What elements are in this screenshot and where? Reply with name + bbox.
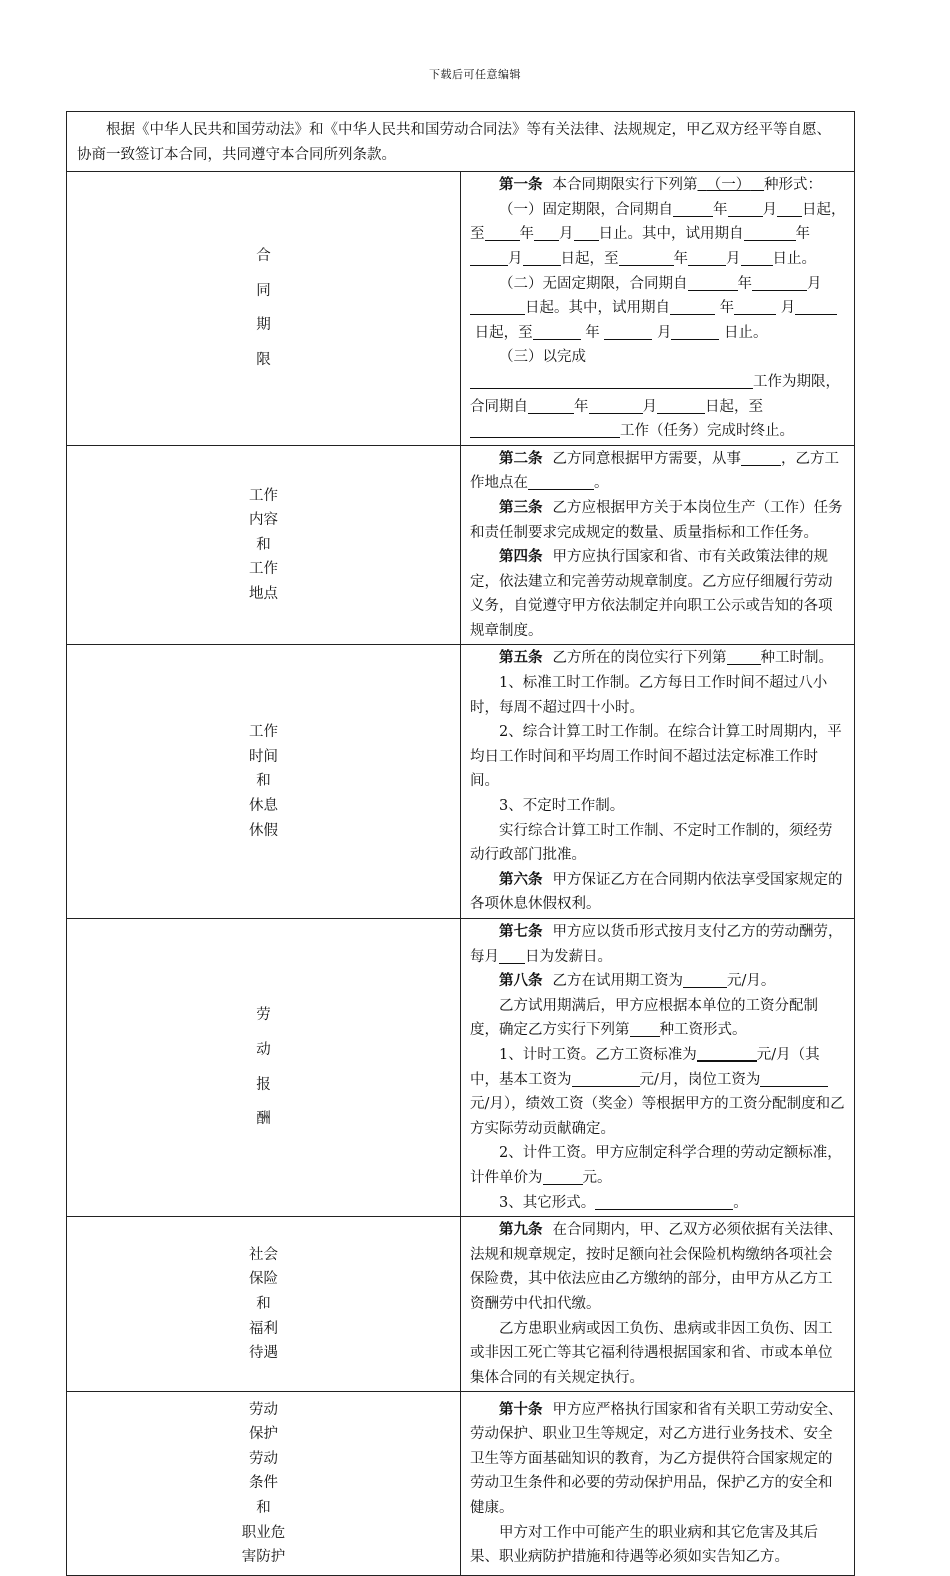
blank-field[interactable] [470,249,508,266]
option-text: 其中，试用期自 [642,226,744,243]
blank-field[interactable] [533,323,581,340]
blank-field[interactable] [523,249,561,266]
article-text: 乙方在试用期工资为 [552,973,683,990]
article-number: 第六条 [499,870,543,888]
protection-label [67,1392,461,1576]
protection-body [461,1392,855,1576]
label-line: 害防护 [241,1549,286,1566]
unit: 日起，至 [560,250,619,267]
unit: 日起，至 [470,201,846,243]
label-line: 劳动 [249,1401,278,1418]
article-number: 第四条 [499,548,543,566]
pay-time-wage [470,1043,846,1141]
article-4 [470,545,846,643]
article-number: 第一条 [499,176,543,194]
paragraph-text: 元。 [582,1169,612,1186]
unit: 月 [642,398,657,415]
paragraph-text: 元/月，岗位工资为 [639,1071,761,1088]
label-char: 酬 [256,1111,271,1128]
unit: 日止。 [598,226,642,243]
preamble-row [67,112,855,172]
label-line: 工作 [249,724,278,741]
option-text: （一）固定期限，合同期自 [499,201,673,218]
option-text: 工作（任务）完成时终止。 [620,423,794,440]
page-header-note: 下载后可任意编辑 [429,68,521,81]
hours-item: 3、不定时工作制。 [499,798,625,815]
blank-field[interactable] [657,397,705,414]
blank-field[interactable] [744,224,796,241]
hours-type-field[interactable] [727,648,761,665]
paragraph-text: 。 [733,1194,748,1211]
label-line: 待遇 [249,1345,278,1362]
preamble [67,112,855,172]
article-number: 第九条 [499,1221,543,1239]
payday-field[interactable] [499,947,525,964]
term-row [67,172,855,446]
option-text: （二）无固定期限，合同期自 [499,275,688,292]
paragraph-text: 乙方试用期满后，甲方应根据本单位的工资分配制度，确定乙方实行下列第 [470,997,818,1039]
label-line: 休假 [249,822,278,839]
unit: 年 [795,226,810,243]
label-line: 和 [256,773,271,790]
unit: 年 [519,226,534,243]
pay-other [470,1191,846,1216]
label-line: 内容 [249,512,278,529]
option-text: （三）以完成 [499,349,586,366]
insurance-body [461,1217,855,1392]
label-line: 工作 [249,487,278,504]
blank-field[interactable] [728,200,763,217]
unit: 月 [559,226,574,243]
article-text: 元/月。 [727,973,776,990]
hours-item: 2、综合计算工时工作制。在综合计算工时周期内，平均日工作时间和平均周工作时间不超过法定标准工作时间。 [470,724,842,790]
other-form-field[interactable] [595,1193,733,1210]
paragraph-text: 元/月（其中，基本工资为 [470,1046,820,1088]
blank-field[interactable] [485,224,520,241]
unit: 日起，至 [474,324,533,341]
unit: 年 [574,398,589,415]
article-text: 乙方所在的岗位实行下列第 [552,650,727,667]
insurance-paragraph: 乙方患职业病或因工负伤、患病或非因工负伤、因工或非因工死亡等其它福利待遇根据国家和省、市或本单位集体合同的有关规定执行。 [470,1320,833,1386]
article-3 [470,496,846,545]
blank-field[interactable] [470,372,753,389]
article-text: 种形式： [764,177,823,194]
pay-row [67,919,855,1217]
unit: 年 [673,250,688,267]
wage-standard-field[interactable] [697,1044,757,1062]
article-5 [470,646,846,671]
work-row [67,445,855,645]
unit: 月 [807,275,822,292]
label-line: 和 [256,1500,271,1517]
article-number: 第八条 [499,972,543,990]
insurance-row [67,1217,855,1392]
work-label [67,445,461,645]
blank-field[interactable] [688,274,738,291]
work-body [461,445,855,645]
unit: 月 [656,324,672,341]
label-line: 工作 [249,561,278,578]
article-text: 乙方同意根据甲方需要，从事 [552,450,741,467]
hours-item: 1、标准工时工作制。乙方每日工作时间不超过八小时，每周不超过四十小时。 [470,675,828,716]
location-field[interactable] [528,473,594,490]
article-text: 。 [594,475,609,492]
article-text: 甲方应严格执行国家和省有关职工劳动安全、劳动保护、职业卫生等规定，对乙方进行业务技术、安全卫生等方面基础知识的教育，为乙方提供符合国家规定的劳动卫生条件和必要的劳动保护用品，保护乙方的安全和健康。 [470,1401,843,1517]
option-text: 日起，至 [705,398,763,415]
pay-label [67,919,461,1217]
label-line: 休息 [249,798,278,815]
blank-field[interactable] [589,397,615,414]
unit: 月 [508,250,523,267]
unit: 月 [780,300,796,317]
label-line: 时间 [249,748,278,765]
option-task-term [470,345,846,443]
article-9 [470,1218,846,1316]
blank-field[interactable] [752,274,807,291]
label-line: 劳动 [249,1450,278,1467]
term-body [461,172,855,446]
article-number: 第三条 [499,498,543,516]
article-number: 第五条 [499,649,543,667]
option-text: 日起。其中，试用期自 [525,300,670,317]
hours-note: 实行综合计算工时工作制、不定时工作制的，须经劳动行政部门批准。 [470,822,833,864]
label-char: 劳 [256,1007,271,1024]
article-10 [470,1398,846,1521]
label-line: 和 [256,536,271,553]
insurance-label [67,1217,461,1392]
label-line: 地点 [249,585,278,602]
labor-contract-table [66,111,855,1576]
wage-type-field[interactable] [630,1020,660,1037]
label-char: 动 [256,1041,271,1058]
term-choice-value: （一） [706,177,751,194]
unit: 日止。 [724,324,768,341]
term-label [67,172,461,446]
blank-field[interactable] [604,323,652,340]
label-char: 期 [256,317,271,334]
post-wage-field[interactable] [760,1070,828,1087]
pay-body [461,919,855,1217]
article-text: ，乙方工作地点在 [470,450,839,492]
blank-field[interactable] [688,249,726,266]
unit: 年 [713,201,728,218]
article-text: 乙方应根据甲方关于本岗位生产（工作）任务和责任制要求完成规定的数量、质量指标和工作任务。 [470,499,843,541]
hours-label [67,645,461,919]
article-text: 甲方保证乙方在合同期内依法享受国家规定的各项休息休假权利。 [470,871,843,913]
pay-piece-wage [470,1141,846,1190]
label-char: 同 [256,282,271,299]
label-char: 报 [256,1076,271,1093]
article-2 [470,447,846,496]
option-fixed-term [470,198,846,272]
unit: 月 [762,201,777,218]
unit: 年 [719,300,735,317]
blank-field[interactable] [795,298,837,315]
blank-field[interactable] [470,298,525,315]
article-8 [470,969,846,994]
article-text: 种工时制。 [760,650,833,667]
blank-field[interactable] [528,397,574,414]
label-line: 职业危 [241,1524,286,1541]
probation-wage-field[interactable] [683,971,727,988]
label-line: 保护 [249,1426,278,1443]
blank-field[interactable] [574,224,599,241]
blank-field[interactable] [741,249,773,266]
hours-row [67,645,855,919]
article-1 [470,173,846,198]
base-wage-field[interactable] [572,1070,640,1087]
label-line: 保险 [249,1271,278,1288]
blank-field[interactable] [670,298,715,315]
blank-field[interactable] [470,421,620,438]
article-number: 第七条 [499,923,543,940]
label-line: 福利 [249,1320,278,1337]
blank-field[interactable] [671,323,719,340]
hours-body [461,645,855,919]
paragraph-text: 3、其它形式。 [499,1194,596,1211]
blank-field[interactable] [673,200,713,217]
label-char: 合 [256,248,271,265]
unit: 年 [737,275,752,292]
article-7 [470,920,846,969]
blank-field[interactable] [734,298,776,315]
blank-field[interactable] [619,249,674,266]
article-text: 甲方应以货币形式按月支付乙方的劳动酬劳，每月 [470,924,843,965]
article-text: 在合同期内，甲、乙双方必须依据有关法律、法规和规章规定，按时足额向社会保险机构缴纳各项社会保险费，其中依法应由乙方缴纳的部分，由甲方从乙方工资酬劳中代扣代缴。 [470,1222,843,1312]
article-text: 本合同期限实行下列第 [552,177,698,194]
protection-row [67,1392,855,1576]
blank-field[interactable] [777,200,802,217]
paragraph-text: 1、计时工资。乙方工资标准为 [499,1046,697,1063]
article-number: 第二条 [499,449,543,467]
article-text: 甲方应执行国家和省、市有关政策法律的规定，依法建立和完善劳动规章制度。乙方应仔细履行劳动义务，自觉遵守甲方依法制定并向职工公示或告知的各项规章制度。 [470,549,833,639]
paragraph-text: 元/月），绩效工资（奖金）等根据甲方的工资分配制度和乙方实际劳动贡献确定。 [470,1096,845,1137]
option-text: 工作为期限，合同期自 [470,373,840,415]
label-line: 和 [256,1295,271,1312]
blank-field[interactable] [615,397,643,414]
paragraph-text: 种工资形式。 [659,1022,747,1039]
article-number: 第十条 [499,1400,543,1418]
article-6 [470,868,846,917]
unit: 年 [585,324,600,341]
unit: 月 [726,250,741,267]
unit: 日止。 [772,250,816,267]
label-char: 限 [256,352,271,369]
option-open-term [470,272,846,346]
article-text: 日为发薪日。 [525,948,612,965]
label-line: 条件 [249,1475,278,1492]
blank-field[interactable] [534,224,559,241]
paragraph-text: 2、计件工资。甲方应制定科学合理的劳动定额标准，计件单价为 [470,1145,842,1186]
term-choice-field[interactable] [698,177,765,193]
label-line: 社会 [249,1246,278,1263]
job-field[interactable] [741,449,781,466]
preamble-text: 根据《中华人民共和国劳动法》和《中华人民共和国劳动合同法》等有关法律、法规规定，甲乙双方经平等自愿、协商一致签订本合同，共同遵守本合同所列条款。 [77,122,831,163]
protection-paragraph: 甲方对工作中可能产生的职业病和其它危害及其后果、职业病防护措施和待遇等必须如实告知乙方。 [470,1524,818,1566]
piece-rate-field[interactable] [543,1168,583,1185]
pay-paragraph [470,994,846,1043]
